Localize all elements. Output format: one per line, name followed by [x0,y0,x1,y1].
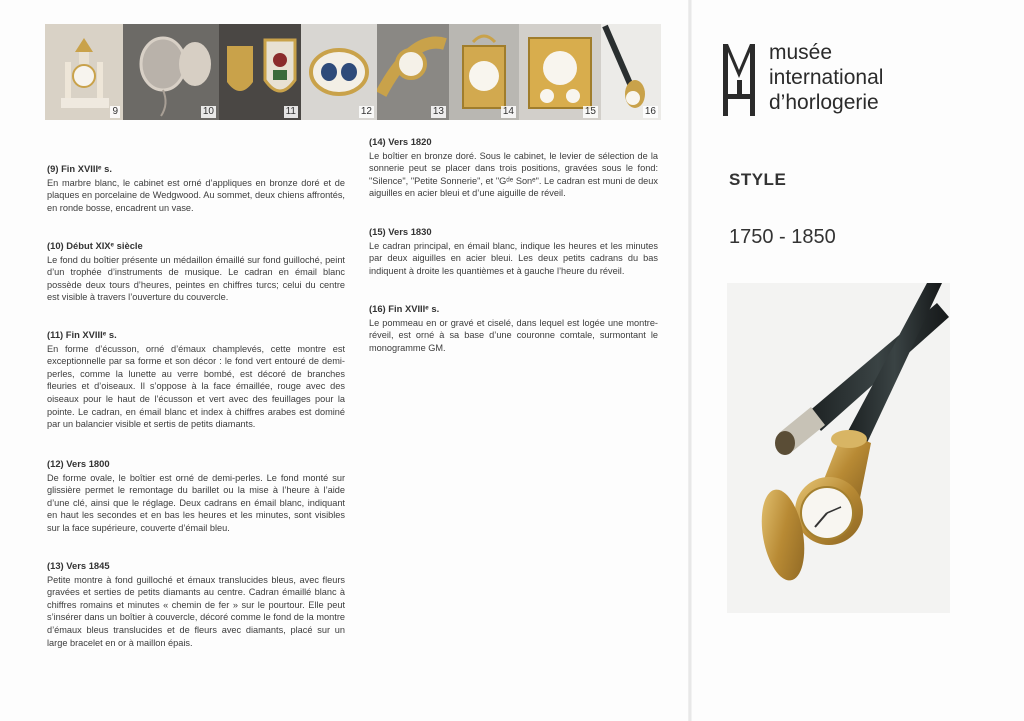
thumbnail-15 [519,24,601,120]
entry-heading: (12) Vers 1800 [47,458,110,469]
entry-11 [47,329,345,431]
cane-watch-photo-icon [727,283,950,613]
section-title: STYLE [729,170,787,189]
thumbnail-10 [123,24,219,120]
entry-heading: (10) Début XIXᵉ siècle [47,240,143,251]
entry-text: Le boîtier en bronze doré. Sous le cabinet, le levier de sélection de la sonnerie peut se placer dans trois positions, gravées sous le fond: "Silence", "Petite Sonnerie", et "Gᵈᵉ Sonᵉ". Le cadran est muni de deux aiguilles en acier bleui et d’une aiguille de réveil. [369,150,658,199]
page-fold [688,0,692,721]
period-years: 1750 - 1850 [729,226,836,248]
thumbnail-number: 15 [584,106,596,117]
entry-15 [369,226,658,277]
thumbnail-number: 10 [202,106,214,117]
entry-text: En marbre blanc, le cabinet est orné d’appliques en bronze doré et de plaques en porcelaine de Wedgwood. Au sommet, deux chiens affrontés, en ronde bosse, encadrent un vase. [47,177,345,213]
museum-name [769,40,883,115]
entry-text: Le pommeau en or gravé et ciselé, dans lequel est logée une montre-réveil, est orné à sa base d’une couronne comtale, surmontant le monogramme GM. [369,317,658,353]
entry-text: Le cadran principal, en émail blanc, indique les heures et les minutes par deux aiguilles en acier bleui. Les deux petits cadrans du bas indiquent à droite les quantièmes et à gauche l’heure du réveil. [369,240,658,276]
entry-14 [369,136,658,200]
thumbnail-number: 12 [360,106,372,117]
entry-heading: (13) Vers 1845 [47,560,110,571]
brand-line-1: musée [769,41,833,64]
entry-13 [47,560,345,649]
thumbnail-number: 14 [502,106,514,117]
entry-12 [47,458,345,535]
entry-9 [47,163,345,214]
entry-10 [47,240,345,304]
entry-16 [369,303,658,354]
mih-monogram-icon [723,44,757,116]
thumbnail-16 [601,24,661,120]
brand-line-3: d’horlogerie [769,91,879,114]
thumbnail-12 [301,24,377,120]
entry-heading: (9) Fin XVIIIᵉ s. [47,163,112,174]
entry-text: Le fond du boîtier présente un médaillon émaillé sur fond guilloché, peint d’un trophée d’instruments de musique. Le cadran en émail blanc possède deux tours d’heures, peintes en chiffres turcs; celui du centre est visible à travers l’ouverture du couvercle. [47,254,345,303]
entry-heading: (15) Vers 1830 [369,226,432,237]
thumbnail-13 [377,24,449,120]
thumbnail-14 [449,24,519,120]
thumbnail-number: 13 [432,106,444,117]
thumbnail-number: 9 [112,106,118,117]
thumbnail-9 [45,24,123,120]
thumbnail-strip [45,24,661,120]
thumbnail-11 [219,24,301,120]
entry-text: En forme d’écusson, orné d’émaux champlevés, cette montre est exceptionnelle par sa forme et son décor : le fond vert entouré de demi-perles, comme la lunette au verre bombé, est décoré de branches fleuries et d’oiseaux. Il s’oppose à la face émaillée, rouge avec des oiseaux pour le haut de l’écusson et vert avec des feuillages pour la pointe. Le cadran, en émail blanc et index à chiffres arabes est dominé par un balancier visible et sertis de petits diamants. [47,343,345,430]
brand-line-2: international [769,66,884,89]
entry-heading: (11) Fin XVIIIᵉ s. [47,329,117,340]
entry-text: De forme ovale, le boîtier est orné de demi-perles. Le fond monté sur glissière permet le remontage du barillet ou la mise à l’heure à l’aide d’une clé, ainsi que le réglage. Deux cadrans en émail blanc, indiquant en haut les secondes et en bas les heures et les minutes, sont visibles sur la face supérieure, couverte d’émail bleu. [47,472,345,533]
entry-heading: (14) Vers 1820 [369,136,432,147]
museum-logo [723,40,973,120]
thumbnail-number: 16 [644,106,656,117]
entry-heading: (16) Fin XVIIIᵉ s. [369,303,440,314]
entry-text: Petite montre à fond guilloché et émaux translucides bleus, avec fleurs gravées et serties de petits diamants au centre. Cadran émaillé blanc à chiffres romains et minutes « chemin de fer » sur le pourtour. Elle peut s’insérer dans un boîtier à couvercle, décoré comme le fond de la montre d’émaux bleus translucides et de fleurs avec diamants, placé sur un large bracelet en or à maillon épais. [47,574,345,648]
thumbnail-number: 11 [285,106,296,117]
cane-watch-photo [727,283,950,613]
